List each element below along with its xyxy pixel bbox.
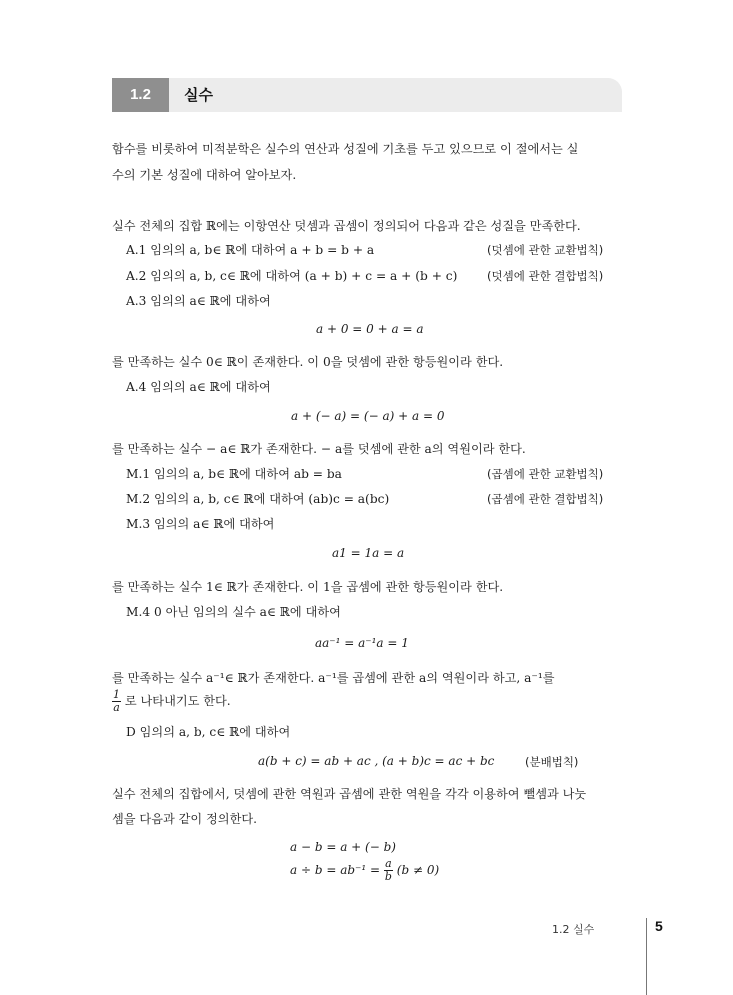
reciprocal-text: 로 나타내기도 한다. [124,694,231,708]
axiom-a2: A.2 임의의 a, b, c∈ ℝ에 대하여 (a + b) + c = a + (b + c) [126,269,458,283]
footer-section-label: 1.2 실수 [552,923,595,936]
division-fraction [384,858,393,883]
intro-line-1: 함수를 비롯하여 미적분학은 실수의 연산과 성질에 기초를 두고 있으므로 이 절에서는 실 [112,142,579,156]
axiom-a2-tag: (덧셈에 관한 결합법칙) [487,269,604,283]
equation-subtraction: a − b = a + (− b) [290,840,396,854]
subdiv-line-2: 셈을 다음과 같이 정의한다. [112,812,258,826]
section-title: 실수 [184,86,213,104]
division-condition: (b ≠ 0) [396,863,440,877]
fraction-denominator: a [113,701,120,714]
axioms-intro: 실수 전체의 집합 ℝ에는 이항연산 덧셈과 곱셈이 정의되어 다음과 같은 성질을 만족한다. [112,219,581,233]
axiom-a4: A.4 임의의 a∈ ℝ에 대하여 [126,380,271,394]
intro-line-2: 수의 기본 성질에 대하여 알아보자. [112,168,297,182]
text-after-a3: 를 만족하는 실수 0∈ ℝ이 존재한다. 이 0을 덧셈에 관한 항등원이라 한다. [112,355,504,369]
text-after-m4: 를 만족하는 실수 a⁻¹∈ ℝ가 존재한다. a⁻¹를 곱셈에 관한 a의 역원이라 하고, a⁻¹를 [112,671,555,685]
axiom-m1-tag: (곱셈에 관한 교환법칙) [487,467,604,481]
subdiv-line-1: 실수 전체의 집합에서, 덧셈에 관한 역원과 곱셈에 관한 역원을 각각 이용하여 뺄셈과 나눗 [112,787,587,801]
equation-a3: a + 0 = 0 + a = a [316,322,424,336]
fraction-numerator: 1 [113,688,120,701]
axiom-m2: M.2 임의의 a, b, c∈ ℝ에 대하여 (ab)c = a(bc) [126,492,390,506]
axiom-m4: M.4 0 아닌 임의의 실수 a∈ ℝ에 대하여 [126,605,341,619]
division-left: a ÷ b = ab⁻¹ = [290,863,381,877]
reciprocal-fraction [112,689,121,714]
footer-divider [646,918,647,995]
axiom-a1-tag: (덧셈에 관한 교환법칙) [487,243,604,257]
axiom-m2-tag: (곱셈에 관한 결합법칙) [487,492,604,506]
equation-a4: a + (− a) = (− a) + a = 0 [291,409,445,423]
axiom-d: D 임의의 a, b, c∈ ℝ에 대하여 [126,725,291,739]
equation-d-tag: (분배법칙) [525,755,579,769]
reciprocal-line [112,689,231,714]
division-denominator: b [384,870,392,883]
page-number: 5 [655,918,663,934]
equation-d: a(b + c) = ab + ac , (a + b)c = ac + bc [258,754,495,768]
division-numerator: a [385,857,392,870]
axiom-a1: A.1 임의의 a, b∈ ℝ에 대하여 a + b = b + a [126,243,375,257]
equation-m4: aa⁻¹ = a⁻¹a = 1 [315,636,409,650]
text-after-m3: 를 만족하는 실수 1∈ ℝ가 존재한다. 이 1을 곱셈에 관한 항등원이라 한다. [112,580,504,594]
axiom-m1: M.1 임의의 a, b∈ ℝ에 대하여 ab = ba [126,467,342,481]
section-header [112,78,622,112]
text-after-a4: 를 만족하는 실수 − a∈ ℝ가 존재한다. − a를 덧셈에 관한 a의 역원이라 한다. [112,442,526,456]
equation-division [290,858,439,883]
axiom-a3: A.3 임의의 a∈ ℝ에 대하여 [126,294,271,308]
equation-m3: a1 = 1a = a [332,546,405,560]
section-number: 1.2 [112,78,169,112]
axiom-m3: M.3 임의의 a∈ ℝ에 대하여 [126,517,275,531]
